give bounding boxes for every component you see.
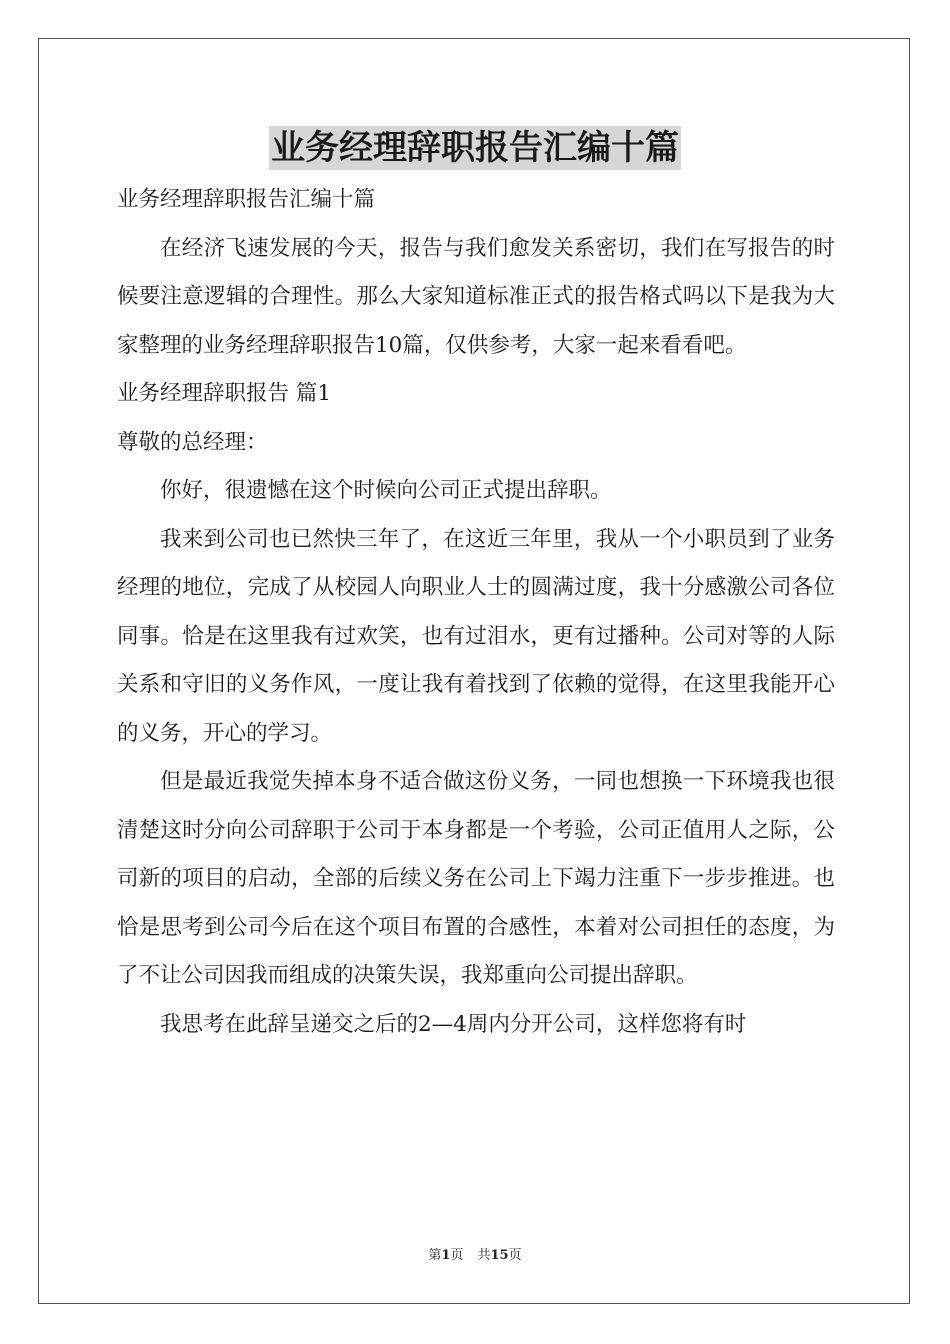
- document-body: [117, 176, 835, 1049]
- paragraph-subtitle: 业务经理辞职报告汇编十篇: [117, 187, 376, 212]
- document-title: 业务经理辞职报告汇编十篇: [271, 128, 679, 168]
- paragraph-greeting: 你好，很遗憾在这个时候向公司正式提出辞职。: [160, 478, 612, 503]
- paragraph-experience: 我来到公司也已然快三年了，在这近三年里，我从一个小职员到了业务经理的地位，完成了从校园人向职业人士的圆满过度，我十分感激公司各位同事。恰是在这里我有过欢笑，也有过泪水，更有过播种。公司对等的人际关系和守旧的义务作风，一度让我有着找到了依赖的觉得，在这里我能开心的义务，开心的学习。: [117, 526, 835, 746]
- paragraph-timeline: 我思考在此辞呈递交之后的2—4周内分开公司，这样您将有时: [160, 1011, 747, 1037]
- total-suffix: 页: [508, 1248, 522, 1263]
- salutation: 尊敬的总经理：: [117, 429, 268, 455]
- paragraph-reason: 但是最近我觉失掉本身不适合做这份义务，一同也想换一下环境我也很清楚这时分向公司辞职于公司于本身都是一个考验，公司正值用人之际，公司新的项目的启动，全部的后续义务在公司上下竭力注重下一步步推进。也恰是思考到公司今后在这个项目布置的合感性，本着对公司担任的态度，为了不让公司因我而组成的决策失误，我郑重向公司提出辞职。: [117, 769, 835, 988]
- total-pages: 15: [490, 1248, 509, 1263]
- page-prefix: 第: [428, 1248, 442, 1263]
- section-heading: 业务经理辞职报告 篇1: [117, 381, 332, 406]
- page-suffix: 页: [450, 1248, 464, 1263]
- title-container: [0, 126, 950, 170]
- total-prefix: 共: [477, 1248, 491, 1263]
- page-footer: [0, 1247, 950, 1265]
- paragraph-intro: 在经济飞速发展的今天，报告与我们愈发关系密切，我们在写报告的时候要注意逻辑的合理性。那么大家知道标准正式的报告格式吗以下是我为大家整理的业务经理辞职报告10篇，仅供参考，大家一起来看看吧。: [117, 235, 835, 358]
- page-number: 1: [441, 1248, 451, 1263]
